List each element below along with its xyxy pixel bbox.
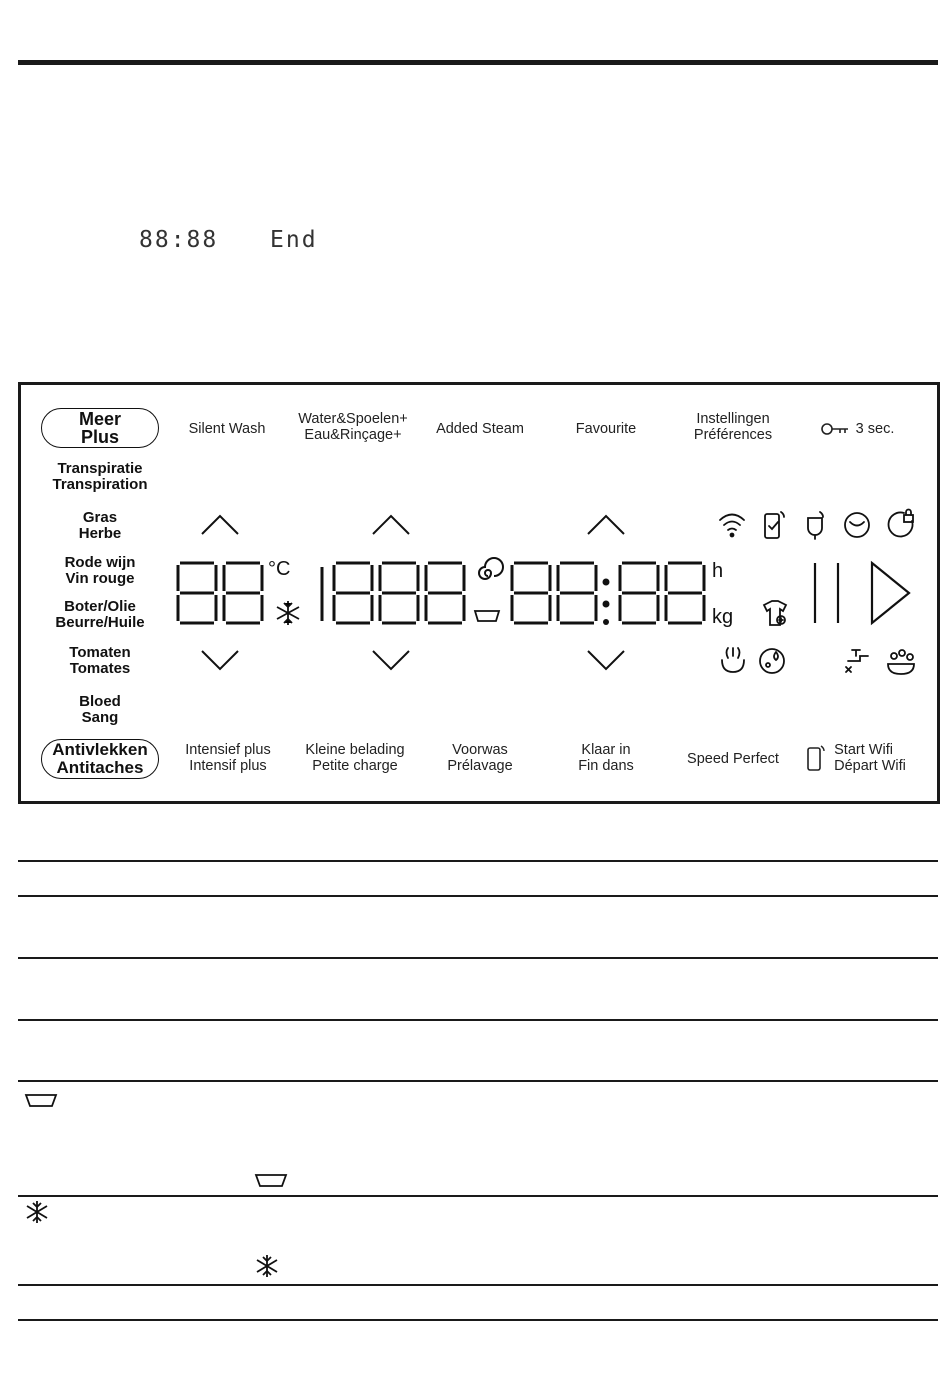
added-steam-button[interactable]: Added Steam [436, 421, 524, 437]
meer-label: Meer [78, 409, 122, 429]
start-wifi-button[interactable]: Start Wifi Départ Wifi [834, 742, 906, 774]
favourite-button[interactable]: Favourite [575, 421, 637, 437]
stain-boter-olie: Boter/Olie Beurre/Huile [55, 598, 145, 631]
stain-gras: Gras Herbe [78, 509, 122, 542]
small-load-button[interactable]: Kleine belading Petite charge [305, 742, 405, 774]
ready-in-button[interactable]: Klaar in Fin dans [578, 742, 634, 774]
stain-transpiratie: Transpiratie Transpiration [52, 460, 148, 493]
snowflake-icon [257, 1255, 277, 1277]
antitaches-label: Antitaches [56, 758, 144, 777]
prewash-basin-icon [26, 1095, 56, 1106]
settings-button[interactable]: Instellingen Préférences [693, 411, 773, 443]
intensive-plus-button[interactable]: Intensief plus Intensif plus [185, 742, 271, 774]
water-rinse-button[interactable]: Water&Spoelen+ Eau&Rinçage+ [298, 411, 408, 443]
antivlekken-label: Antivlekken [52, 740, 148, 759]
key-time-label: 3 sec. [855, 421, 895, 437]
snowflake-icon [27, 1201, 47, 1223]
stain-rode-wijn: Rode wijn Vin rouge [64, 554, 136, 587]
speed-perfect-button[interactable]: Speed Perfect [687, 751, 779, 767]
plus-label: Plus [80, 427, 119, 447]
silent-wash-button[interactable]: Silent Wash [188, 421, 266, 437]
stain-bloed: Bloed Sang [79, 693, 121, 726]
stain-tomaten: Tomaten Tomates [69, 644, 131, 677]
temp-unit: °C [268, 558, 291, 580]
hour-unit: h [712, 560, 724, 582]
prewash-basin-icon [256, 1175, 286, 1186]
prewash-button[interactable]: Voorwas Prélavage [447, 742, 513, 774]
time-display-example: 88:88 [139, 227, 219, 253]
kg-unit: kg [712, 606, 734, 628]
end-display-example: End [270, 227, 318, 253]
